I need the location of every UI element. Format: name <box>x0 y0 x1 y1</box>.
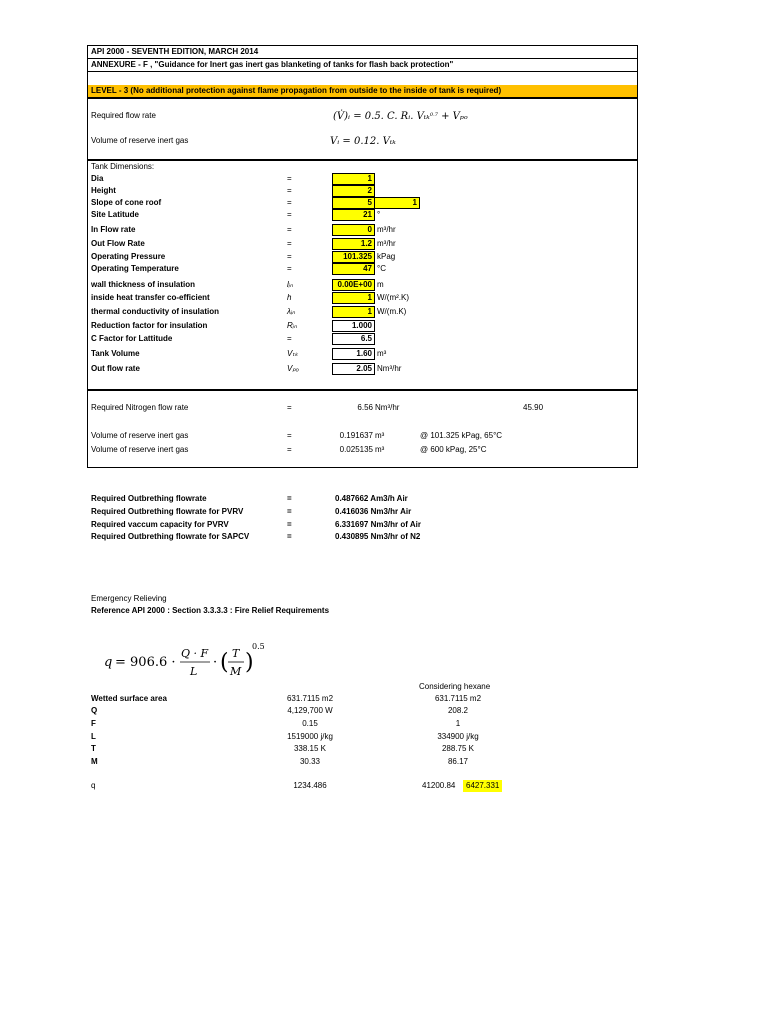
flow-formula-exponent: 0.7 <box>429 112 438 118</box>
outbreathing-sym: = <box>287 520 292 529</box>
tank-row-symbol: = <box>287 239 292 248</box>
tank-row-unit: m³/hr <box>377 239 396 248</box>
tank-row-label: thermal conductivity of insulation <box>91 307 220 316</box>
svg-text:L: L <box>190 665 198 678</box>
tank-row-label: Out Flow Rate <box>91 239 145 248</box>
reserve-row-2-label: Volume of reserve inert gas <box>91 445 189 454</box>
emergency-row-value: 1519000 j/kg <box>287 732 333 741</box>
emergency-row-label: L <box>91 732 96 741</box>
tank-row-value[interactable]: 0 <box>332 224 375 236</box>
outbreathing-sym: = <box>287 494 292 503</box>
emergency-row-label: F <box>91 719 96 728</box>
reserve-row-1-unit: m³ <box>375 431 385 440</box>
emergency-row-hexane-value: 86.17 <box>447 757 469 766</box>
outbreathing-sym: = <box>287 507 292 516</box>
nitrogen-extra: 45.90 <box>523 403 544 412</box>
tank-row-symbol: = <box>287 225 292 234</box>
tank-row-label: Reduction factor for insulation <box>91 321 208 330</box>
emergency-reference: Reference API 2000 : Section 3.3.3.3 : Fire Relief Requirements <box>91 606 330 615</box>
emergency-row-label: M <box>91 757 98 766</box>
tank-row-value: 2.05 <box>332 363 375 375</box>
equation-graphic <box>104 638 264 684</box>
outbreathing-value: 0.416036 Nm3/hr Air <box>335 507 412 516</box>
nitrogen-value: 6.56 <box>357 403 373 412</box>
tank-row-value[interactable]: 2 <box>332 185 375 197</box>
reserve-gas-label: Volume of reserve inert gas <box>91 136 189 145</box>
tank-row-label: Operating Pressure <box>91 252 166 261</box>
tank-row-symbol: = <box>287 210 292 219</box>
divider <box>87 71 638 72</box>
tank-row-extra-value[interactable]: 1 <box>374 197 420 209</box>
tank-row-unit: m <box>377 280 384 289</box>
tank-row-symbol: = <box>287 198 292 207</box>
reserve-row-2-unit: m³ <box>375 445 385 454</box>
reserve-row-1-label: Volume of reserve inert gas <box>91 431 189 440</box>
tank-row-label: Tank Volume <box>91 349 140 358</box>
reserve-gas-formula: Vᵢ = 0.12. Vₜₖ <box>330 136 396 147</box>
reserve-row-1-note: @ 101.325 kPag, 65°C <box>420 431 503 440</box>
tank-row-value: 1.60 <box>332 348 375 360</box>
tank-row-unit: kPag <box>377 252 396 261</box>
tank-row-unit: m³ <box>377 349 387 358</box>
tank-row-value: 6.5 <box>332 333 375 345</box>
nitrogen-sym: = <box>287 403 292 412</box>
tank-row-unit: W/(m².K) <box>377 293 409 302</box>
svg-text:(: ( <box>220 650 229 675</box>
outbreathing-label: Required Outbrething flowrate for SAPCV <box>91 532 250 541</box>
svg-text:= 906.6 ·: = 906.6 · <box>115 655 176 670</box>
document-title: API 2000 - SEVENTH EDITION, MARCH 2014 <box>91 47 259 56</box>
reserve-row-1-sym: = <box>287 431 292 440</box>
tank-row-unit: °C <box>377 264 386 273</box>
reserve-row-2-sym: = <box>287 445 292 454</box>
flow-formula-main: (V̇)ᵢ = 0.5. C. Rᵢ. Vₜₖ <box>333 111 430 122</box>
emergency-row-hexane-value: 288.75 K <box>441 744 475 753</box>
emergency-row-label: T <box>91 744 96 753</box>
svg-text:Q · F: Q · F <box>181 647 209 660</box>
emergency-row-hexane-value: 631.7115 m2 <box>434 694 482 703</box>
tank-row-symbol: = <box>287 174 292 183</box>
tank-row-value: 1.000 <box>332 320 375 332</box>
emergency-row-hexane-value: 208.2 <box>447 706 469 715</box>
flow-rate-formula <box>333 112 468 122</box>
hexane-heading: Considering hexane <box>419 682 491 691</box>
tank-row-label: Operating Temperature <box>91 264 179 273</box>
formula-box <box>87 98 638 160</box>
outbreathing-value: 0.430895 Nm3/hr of N2 <box>335 532 421 541</box>
tank-row-symbol: λᵢₙ <box>287 307 296 316</box>
emergency-row-label: Q <box>91 706 98 715</box>
tank-row-symbol: Vₜₖ <box>287 349 299 358</box>
divider <box>87 58 638 59</box>
reserve-row-2-note: @ 600 kPag, 25°C <box>420 445 487 454</box>
tank-row-label: Out flow rate <box>91 364 140 373</box>
tank-row-label: wall thickness of insulation <box>91 280 196 289</box>
reserve-row-1-value: 0.191637 <box>339 431 373 440</box>
tank-row-label: Dia <box>91 174 104 183</box>
tank-row-value[interactable]: 1 <box>332 173 375 185</box>
emergency-title: Emergency Relieving <box>91 594 167 603</box>
tank-row-value[interactable]: 101.325 <box>332 251 375 263</box>
tank-row-symbol: Rᵢₙ <box>287 321 297 330</box>
tank-row-label: Slope of cone roof <box>91 198 162 207</box>
level-banner: LEVEL - 3 (No additional protection against flame propagation from outside to the inside of tank is required) <box>88 85 637 97</box>
svg-text:): ) <box>245 650 254 675</box>
emergency-row-label: Wetted surface area <box>91 694 167 703</box>
nitrogen-unit: Nm³/hr <box>375 403 400 412</box>
tank-row-symbol: = <box>287 264 292 273</box>
annexure-title: ANNEXURE - F , "Guidance for Inert gas inert gas blanketing of tanks for flash back protection" <box>91 60 454 69</box>
tank-row-unit: W/(m.K) <box>377 307 407 316</box>
tank-row-symbol: = <box>287 186 292 195</box>
tank-row-symbol: h <box>287 293 292 302</box>
q-value-1: 1234.486 <box>293 781 327 790</box>
emergency-row-hexane-value: 334900 j/kg <box>437 732 479 741</box>
outbreathing-value: 6.331697 Nm3/hr of Air <box>335 520 421 529</box>
tank-row-unit: m³/hr <box>377 225 396 234</box>
tank-row-label: Site Latitude <box>91 210 140 219</box>
reserve-row-2-value: 0.025135 <box>339 445 373 454</box>
outbreathing-label: Required Outbrething flowrate <box>91 494 207 503</box>
emergency-row-value: 631.7115 m2 <box>286 694 334 703</box>
tank-row-value[interactable]: 47 <box>332 263 375 275</box>
tank-row-label: inside heat transfer co-efficient <box>91 293 210 302</box>
outbreathing-label: Required Outbrething flowrate for PVRV <box>91 507 244 516</box>
outbreathing-label: Required vaccum capacity for PVRV <box>91 520 229 529</box>
tank-row-label: In Flow rate <box>91 225 136 234</box>
tank-row-value[interactable]: 1 <box>332 306 375 318</box>
emergency-row-value: 338.15 K <box>293 744 327 753</box>
q-value-3: 6427.331 <box>463 780 502 792</box>
tank-row-label: Height <box>91 186 116 195</box>
nitrogen-label: Required Nitrogen flow rate <box>91 403 189 412</box>
tank-row-unit: Nm³/hr <box>377 364 402 373</box>
emergency-row-hexane-value: 1 <box>455 719 461 728</box>
outbreathing-sym: = <box>287 532 292 541</box>
tank-row-label: C Factor for Lattitude <box>91 334 173 343</box>
svg-text:M: M <box>230 665 242 678</box>
tank-row-symbol: lᵢₙ <box>287 280 293 289</box>
tank-dimensions-heading: Tank Dimensions: <box>91 162 155 171</box>
flow-formula-tail: + Vₚₒ <box>441 111 468 122</box>
equation-exponent: 0.5 <box>252 642 264 651</box>
svg-text:T: T <box>232 647 240 660</box>
fire-relief-equation <box>104 638 264 684</box>
tank-row-value[interactable]: 0.00E+00 <box>332 279 375 291</box>
tank-row-value[interactable]: 1 <box>332 292 375 304</box>
tank-row-symbol: Vₚₒ <box>287 364 299 373</box>
tank-row-symbol: = <box>287 334 292 343</box>
tank-row-unit: ° <box>377 210 381 219</box>
emergency-row-value: 0.15 <box>302 719 318 728</box>
tank-row-value[interactable]: 1.2 <box>332 238 375 250</box>
emergency-row-value: 4,129,700 W <box>287 706 333 715</box>
flow-rate-label: Required flow rate <box>91 111 156 120</box>
results-box <box>87 390 638 468</box>
tank-row-value[interactable]: 5 <box>332 197 375 209</box>
tank-row-symbol: = <box>287 252 292 261</box>
emergency-row-value: 30.33 <box>299 757 321 766</box>
q-label: q <box>91 781 96 790</box>
outbreathing-value: 0.487662 Am3/h Air <box>335 494 408 503</box>
tank-row-value[interactable]: 21 <box>332 209 375 221</box>
svg-text:·: · <box>213 655 218 670</box>
q-value-2: 41200.84 <box>422 781 456 790</box>
svg-text:q: q <box>104 655 113 670</box>
